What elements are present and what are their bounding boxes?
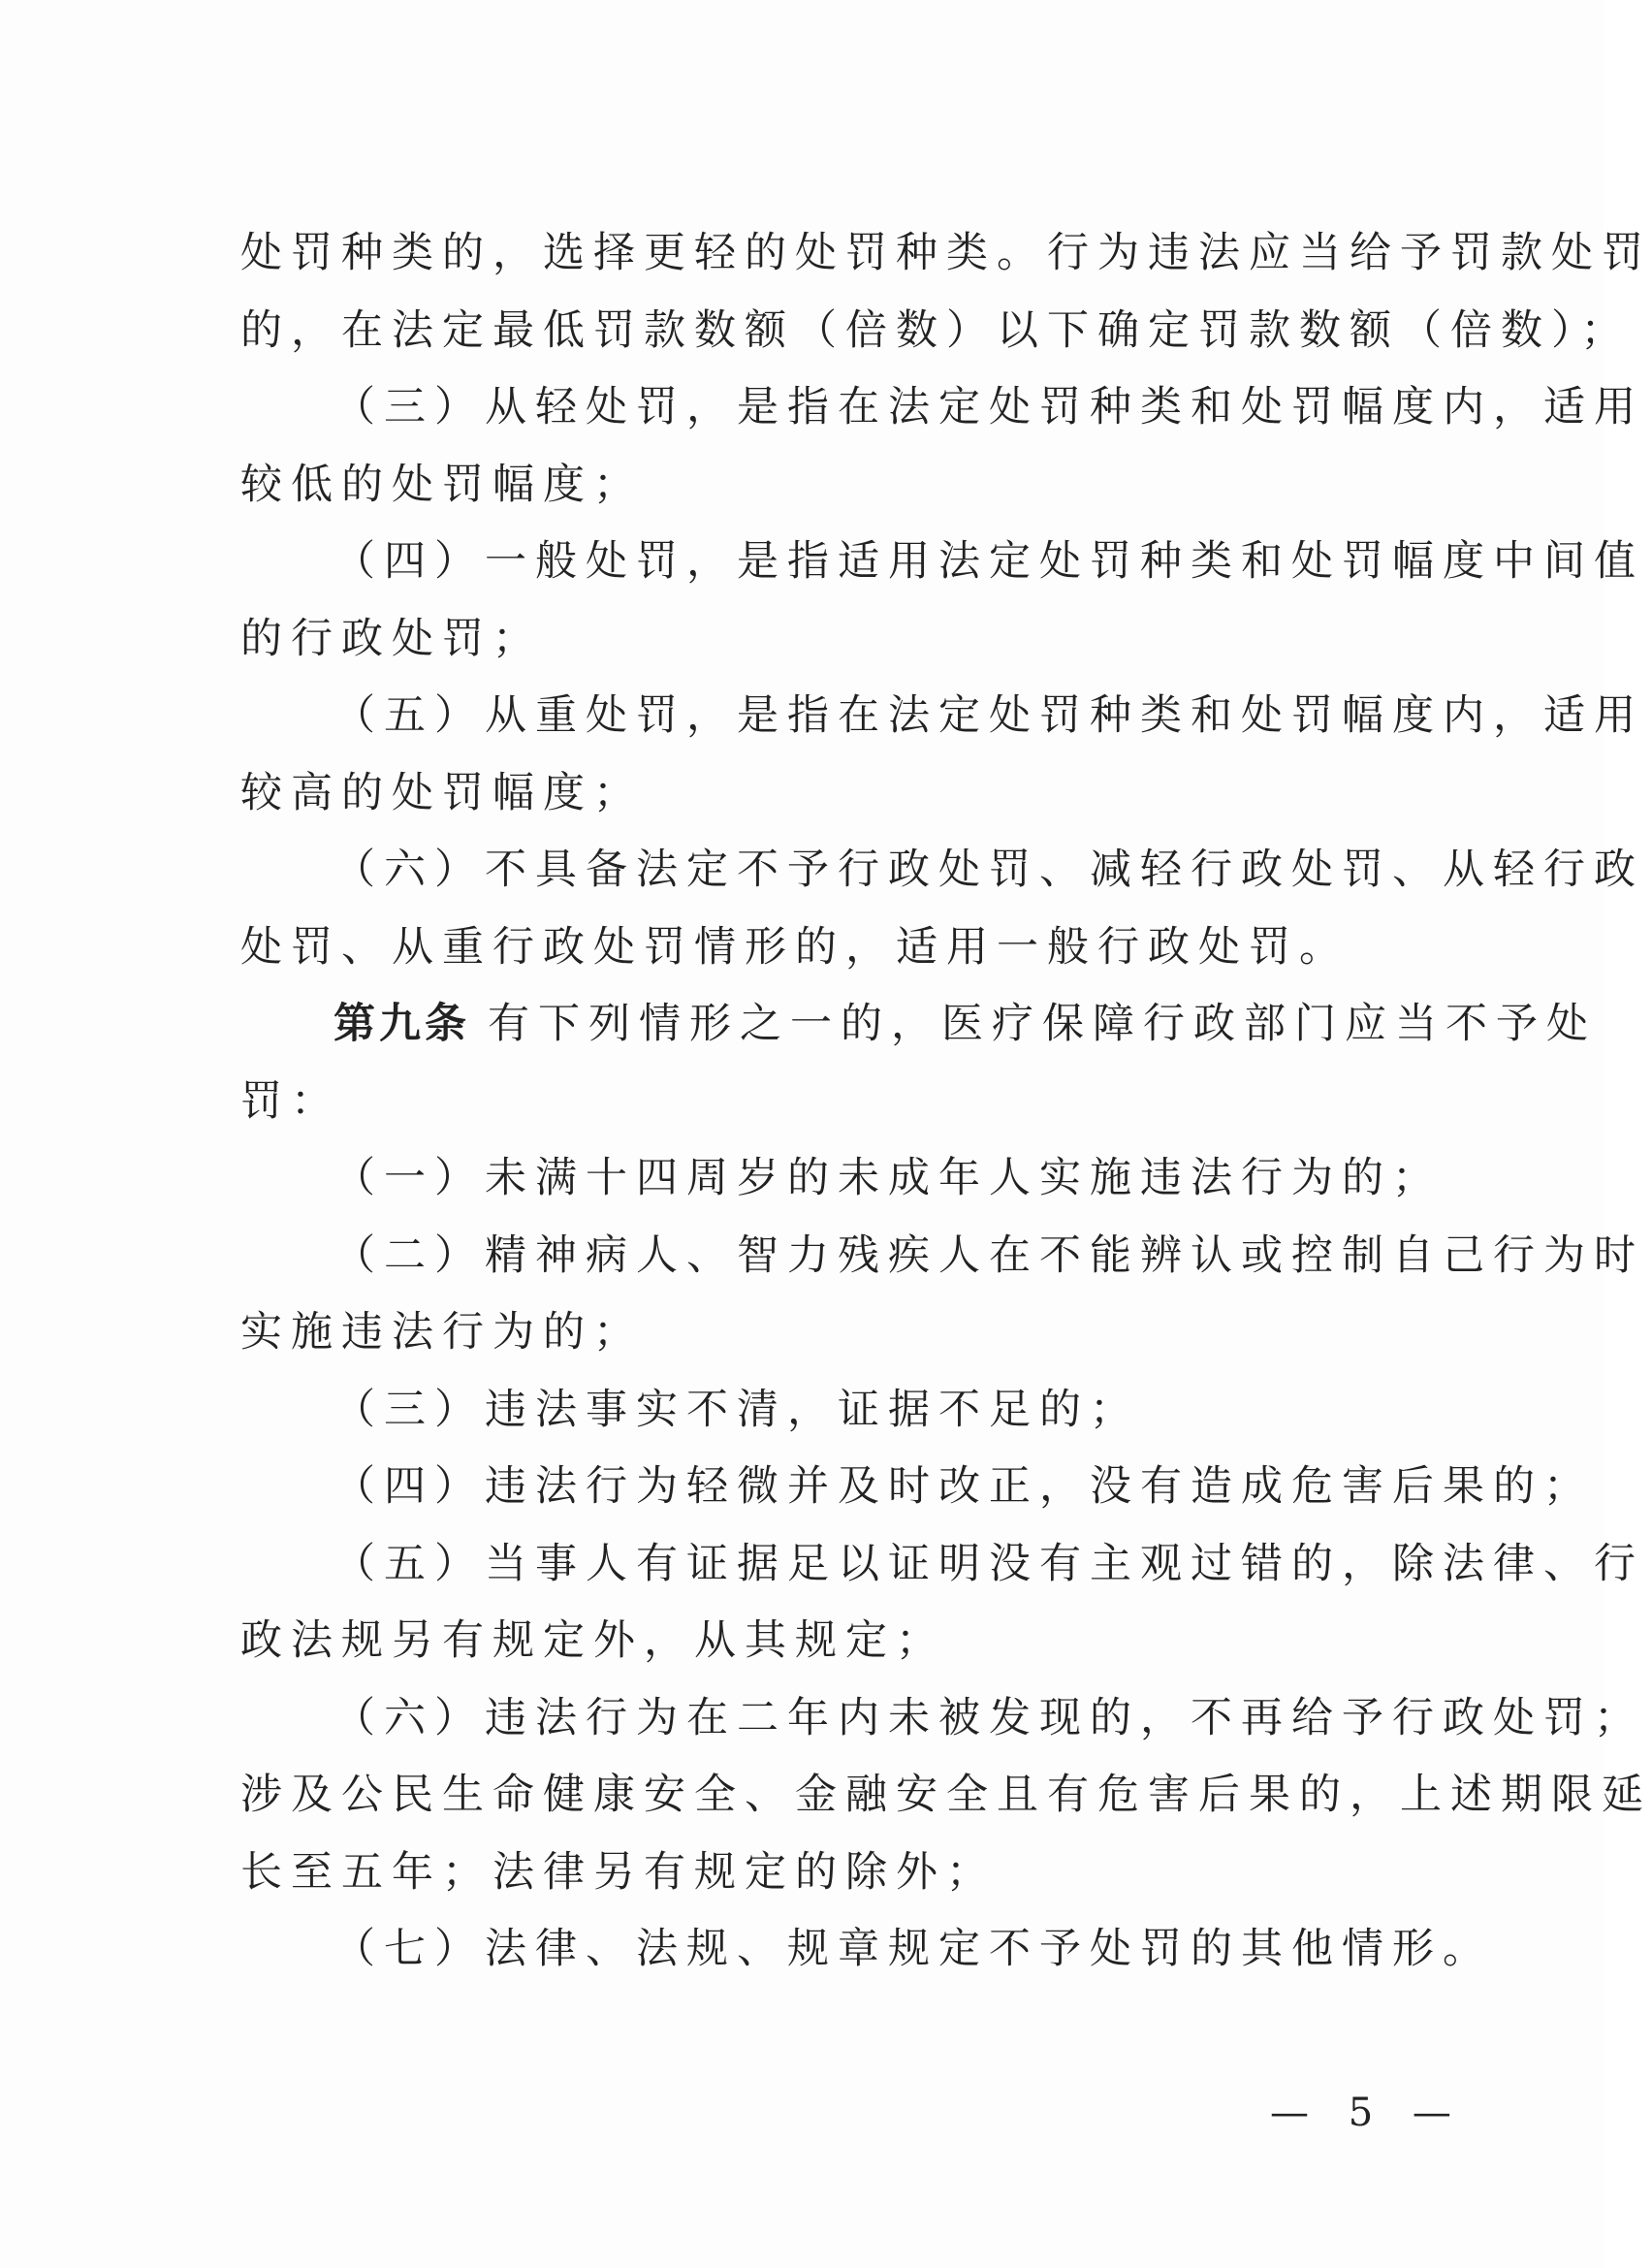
- page-number: — 5 —: [1270, 2091, 1465, 2135]
- text-line: （六）违法行为在二年内未被发现的，不再给予行政处罚；: [334, 1693, 1644, 1742]
- text-line: （七）法律、法规、规章规定不予处罚的其他情形。: [334, 1925, 1493, 1973]
- text-line: 较高的处罚幅度；: [240, 768, 644, 817]
- text-line: 实施违法行为的；: [240, 1308, 644, 1357]
- text-line: 处罚、从重行政处罚情形的，适用一般行政处罚。: [240, 922, 1350, 972]
- article-text: 有下列情形之一的，医疗保障行政部门应当不予处: [488, 1000, 1597, 1048]
- text-line: 较低的处罚幅度；: [240, 460, 644, 509]
- text-line: （三）违法事实不清，证据不足的；: [334, 1385, 1140, 1434]
- text-line: 长至五年；法律另有规定的除外；: [240, 1847, 997, 1897]
- article-heading-line: [240, 986, 1597, 1064]
- text-line: 政法规另有规定外，从其规定；: [240, 1616, 946, 1665]
- document-body: [240, 215, 1652, 1989]
- text-line: 处罚种类的，选择更轻的处罚种类。行为违法应当给予罚款处罚: [240, 229, 1652, 277]
- text-line: 的，在法定最低罚款数额（倍数）以下确定罚款数额（倍数）；: [240, 305, 1632, 355]
- text-line: （三）从轻处罚，是指在法定处罚种类和处罚幅度内，适用: [334, 383, 1644, 431]
- text-line: （四）一般处罚，是指适用法定处罚种类和处罚幅度中间值: [334, 537, 1644, 586]
- text-line: （一）未满十四周岁的未成年人实施违法行为的；: [334, 1154, 1443, 1202]
- text-line: 涉及公民生命健康安全、金融安全且有危害后果的，上述期限延: [240, 1771, 1652, 1819]
- text-line: 罚：: [240, 1076, 341, 1126]
- text-line: （五）当事人有证据足以证明没有主观过错的，除法律、行: [334, 1539, 1644, 1588]
- text-line: （五）从重处罚，是指在法定处罚种类和处罚幅度内，适用: [334, 691, 1644, 740]
- article-number: 第九条: [334, 1000, 470, 1048]
- text-line: 的行政处罚；: [240, 614, 543, 663]
- text-line: （二）精神病人、智力残疾人在不能辨认或控制自己行为时: [334, 1230, 1644, 1280]
- text-line: （六）不具备法定不予行政处罚、减轻行政处罚、从轻行政: [334, 846, 1644, 894]
- text-line: （四）违法行为轻微并及时改正，没有造成危害后果的；: [334, 1462, 1594, 1511]
